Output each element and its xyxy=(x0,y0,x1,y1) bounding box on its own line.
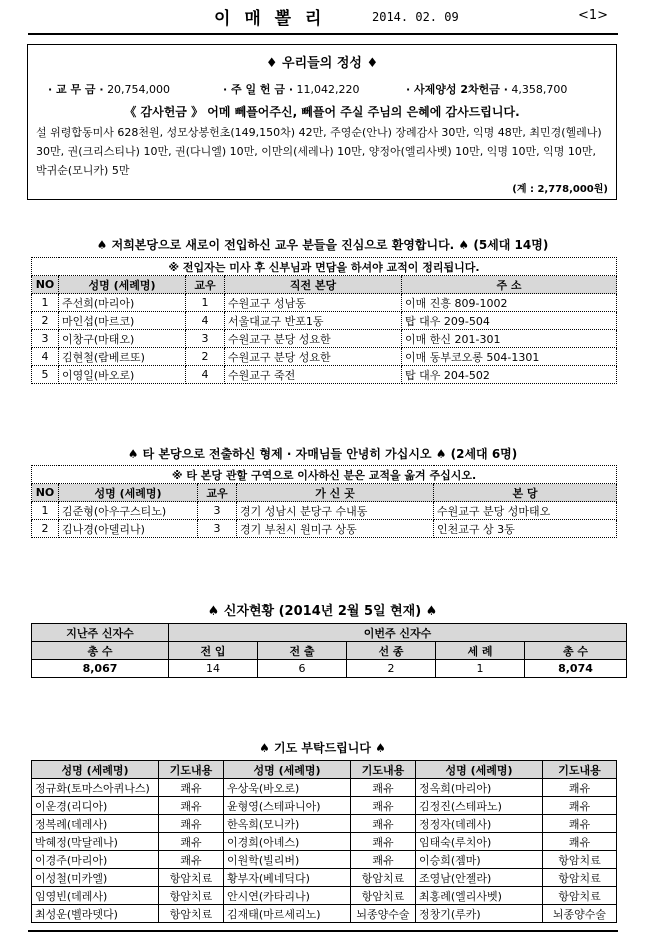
members-table xyxy=(31,623,627,678)
table-cell: 쾌유 xyxy=(351,851,416,869)
table-row xyxy=(32,869,617,887)
table-cell: 임태숙(루치아) xyxy=(416,833,543,851)
prayer-header-row xyxy=(32,761,617,779)
col-name-1: 성명 (세례명) xyxy=(32,761,159,779)
header-divider xyxy=(28,33,618,35)
table-cell: 쾌유 xyxy=(351,797,416,815)
table-cell: 이매 한신 201-301 xyxy=(402,330,617,348)
table-cell: 황부자(베네딕다) xyxy=(224,869,351,887)
table-cell: 3 xyxy=(198,520,237,538)
table-cell: 항암치료 xyxy=(543,869,617,887)
table-cell: 쾌유 xyxy=(351,833,416,851)
table-cell: 김정진(스테파노) xyxy=(416,797,543,815)
table-cell: 쾌유 xyxy=(351,779,416,797)
table-cell: 뇌종양수술 xyxy=(351,905,416,923)
col-content-2: 기도내용 xyxy=(351,761,416,779)
table-cell: 이영일(바오로) xyxy=(59,366,186,384)
newcomers-header-row xyxy=(32,276,617,294)
table-cell: 이매 동부코오롱 504-1301 xyxy=(402,348,617,366)
table-row xyxy=(32,887,617,905)
table-cell: 한옥희(모니카) xyxy=(224,815,351,833)
table-cell: 항암치료 xyxy=(351,869,416,887)
page-number: <1> xyxy=(578,8,609,23)
col-parish: 본 당 xyxy=(434,484,617,502)
table-cell: 3 xyxy=(186,330,225,348)
offering-item-3: · 사제양성 2차헌금 · 4,358,700 xyxy=(406,83,568,96)
table-cell: 항암치료 xyxy=(543,851,617,869)
col-content-3: 기도내용 xyxy=(543,761,617,779)
table-row xyxy=(32,779,617,797)
table-cell: 우상욱(바오로) xyxy=(224,779,351,797)
table-cell: 박혜정(막달레나) xyxy=(32,833,159,851)
footer-divider xyxy=(28,930,618,932)
col-destination: 가 신 곳 xyxy=(237,484,434,502)
table-cell: 탑 대우 204-502 xyxy=(402,366,617,384)
table-row xyxy=(32,520,617,538)
col-content-1: 기도내용 xyxy=(159,761,224,779)
transfer-out-value: 6 xyxy=(258,660,347,678)
table-cell: 이경주(마리아) xyxy=(32,851,159,869)
col-last-total: 총 수 xyxy=(32,642,169,660)
table-cell: 항암치료 xyxy=(543,887,617,905)
table-cell: 3 xyxy=(32,330,59,348)
newcomers-table xyxy=(31,257,617,384)
col-address: 주 소 xyxy=(402,276,617,294)
table-row xyxy=(32,312,617,330)
col-no: NO xyxy=(32,276,59,294)
table-cell: 2 xyxy=(186,348,225,366)
table-cell: 쾌유 xyxy=(159,779,224,797)
table-cell: 조영남(안젤라) xyxy=(416,869,543,887)
table-row xyxy=(32,348,617,366)
last-week-label: 지난주 신자수 xyxy=(32,624,169,642)
table-cell: 수원교구 분당 성요한 xyxy=(225,348,402,366)
last-total-value: 8,067 xyxy=(32,660,169,678)
table-cell: 수원교구 성남동 xyxy=(225,294,402,312)
offering-item-2: · 주 일 헌 금 · 11,042,220 xyxy=(223,83,360,96)
table-cell: 김준형(아우구스티노) xyxy=(59,502,198,520)
table-cell: 항암치료 xyxy=(159,905,224,923)
table-cell: 쾌유 xyxy=(543,815,617,833)
table-cell: 1 xyxy=(32,294,59,312)
transfer-in-value: 14 xyxy=(169,660,258,678)
table-cell: 경기 부천시 원미구 상동 xyxy=(237,520,434,538)
table-cell: 이창구(마태오) xyxy=(59,330,186,348)
table-row xyxy=(32,851,617,869)
col-baptism: 세 례 xyxy=(436,642,525,660)
table-cell: 김재태(마르세리노) xyxy=(224,905,351,923)
table-cell: 정옥희(마리아) xyxy=(416,779,543,797)
table-cell: 인천교구 상 3동 xyxy=(434,520,617,538)
newcomers-note: ※ 전입자는 미사 후 신부님과 면담을 하셔야 교적이 정리됩니다. xyxy=(32,258,617,276)
table-cell: 5 xyxy=(32,366,59,384)
col-name: 성명 (세례명) xyxy=(59,484,198,502)
table-cell: 서울대교구 반포1동 xyxy=(225,312,402,330)
table-cell: 이승희(젬마) xyxy=(416,851,543,869)
thanks-total: (계 : 2,778,000원) xyxy=(512,184,608,195)
table-cell: 임영빈(데레사) xyxy=(32,887,159,905)
offering-box xyxy=(27,44,617,200)
table-row xyxy=(32,294,617,312)
table-cell: 윤형영(스테파니아) xyxy=(224,797,351,815)
col-no: NO xyxy=(32,484,59,502)
table-row xyxy=(32,366,617,384)
transfers-note: ※ 타 본당 관할 구역으로 이사하신 분은 교적을 옮겨 주십시오. xyxy=(32,466,617,484)
col-name: 성명 (세례명) xyxy=(59,276,186,294)
table-cell: 마인섭(마르코) xyxy=(59,312,186,330)
table-cell: 항암치료 xyxy=(159,887,224,905)
col-name-2: 성명 (세례명) xyxy=(224,761,351,779)
table-cell: 이매 진흥 809-1002 xyxy=(402,294,617,312)
col-family: 교우 xyxy=(198,484,237,502)
table-cell: 3 xyxy=(198,502,237,520)
transfers-table xyxy=(31,465,617,538)
table-cell: 수원교구 죽전 xyxy=(225,366,402,384)
table-cell: 뇌종양수술 xyxy=(543,905,617,923)
table-cell: 최홍례(엘리사벳) xyxy=(416,887,543,905)
table-cell: 쾌유 xyxy=(159,815,224,833)
table-row xyxy=(32,905,617,923)
thanks-title: 《 감사헌금 》 어메 뻬플어주신, 뻬플어 주실 주님의 은혜에 감사드립니다. xyxy=(124,105,520,119)
this-week-label: 이번주 신자수 xyxy=(169,624,627,642)
table-cell: 항암치료 xyxy=(351,887,416,905)
table-cell: 경기 성남시 분당구 수내동 xyxy=(237,502,434,520)
table-cell: 4 xyxy=(186,312,225,330)
col-name-3: 성명 (세례명) xyxy=(416,761,543,779)
table-cell: 이원학(빌리버) xyxy=(224,851,351,869)
table-row xyxy=(32,815,617,833)
newcomers-heading: ♠ 저희본당으로 새로이 전입하신 교우 분들을 진심으로 환영합니다. ♠ (5세대 14명) xyxy=(96,238,549,252)
table-cell: 정정자(데레사) xyxy=(416,815,543,833)
table-cell: 항암치료 xyxy=(159,869,224,887)
table-cell: 4 xyxy=(32,348,59,366)
members-heading: ♠ 신자현황 (2014년 2월 5일 현재) ♠ xyxy=(207,604,438,619)
table-cell: 쾌유 xyxy=(159,797,224,815)
table-cell: 김현철(람베르또) xyxy=(59,348,186,366)
table-cell: 수원교구 분당 성요한 xyxy=(225,330,402,348)
offering-item-1: · 교 무 금 · 20,754,000 xyxy=(48,83,171,96)
table-row xyxy=(32,833,617,851)
table-cell: 1 xyxy=(32,502,59,520)
transfers-header-row xyxy=(32,484,617,502)
prayer-table xyxy=(31,760,617,923)
table-cell: 쾌유 xyxy=(543,797,617,815)
table-cell: 정복례(데레사) xyxy=(32,815,159,833)
table-cell: 이경희(아녜스) xyxy=(224,833,351,851)
table-cell: 수원교구 분당 성마태오 xyxy=(434,502,617,520)
table-cell: 안시연(카타리나) xyxy=(224,887,351,905)
table-cell: 4 xyxy=(186,366,225,384)
table-row xyxy=(32,330,617,348)
col-prev-parish: 직전 본당 xyxy=(225,276,402,294)
bulletin-title: 이 매 뽈 리 xyxy=(214,9,326,29)
offering-title: ♦ 우리들의 정성 ♦ xyxy=(265,56,379,71)
baptism-value: 1 xyxy=(436,660,525,678)
deceased-value: 2 xyxy=(347,660,436,678)
table-cell: 주선희(마리아) xyxy=(59,294,186,312)
col-transfer-out: 전 출 xyxy=(258,642,347,660)
table-row xyxy=(32,502,617,520)
table-cell: 쾌유 xyxy=(159,833,224,851)
table-cell: 1 xyxy=(186,294,225,312)
table-cell: 정창기(루카) xyxy=(416,905,543,923)
table-cell: 정규화(토마스아퀴나스) xyxy=(32,779,159,797)
col-this-total: 총 수 xyxy=(525,642,627,660)
table-cell: 김나경(아델리나) xyxy=(59,520,198,538)
table-cell: 이운경(리디아) xyxy=(32,797,159,815)
table-row xyxy=(32,797,617,815)
table-cell: 쾌유 xyxy=(543,779,617,797)
thanks-text: 설 위령합동미사 628천원, 성모상봉헌초(149,150차) 42만, 주영순(안나) 장례감사 30만, 익명 48만, 최민경(헬레나) 30만, 권(크리스티나) 10만, 권(다니엘) 10만, 이만의(세레나) 10만, 양정아(엘리사벳) 10만, 익명 10만, 익명 10만, 박귀순(모니카) 5만 xyxy=(36,126,602,177)
col-transfer-in: 전 입 xyxy=(169,642,258,660)
bulletin-date: 2014. 02. 09 xyxy=(372,10,459,24)
col-family: 교우 xyxy=(186,276,225,294)
table-cell: 쾌유 xyxy=(351,815,416,833)
table-cell: 탑 대우 209-504 xyxy=(402,312,617,330)
prayer-heading: ♠ 기도 부탁드립니다 ♠ xyxy=(259,741,386,755)
table-cell: 이성철(미카엘) xyxy=(32,869,159,887)
table-cell: 쾌유 xyxy=(159,851,224,869)
col-deceased: 선 종 xyxy=(347,642,436,660)
table-cell: 쾌유 xyxy=(543,833,617,851)
table-cell: 2 xyxy=(32,312,59,330)
transfers-heading: ♠ 타 본당으로 전출하신 형제 · 자매님들 안녕히 가십시오 ♠ (2세대 6명) xyxy=(127,447,518,461)
table-cell: 2 xyxy=(32,520,59,538)
table-cell: 최성운(벨라뎃다) xyxy=(32,905,159,923)
this-total-value: 8,074 xyxy=(525,660,627,678)
